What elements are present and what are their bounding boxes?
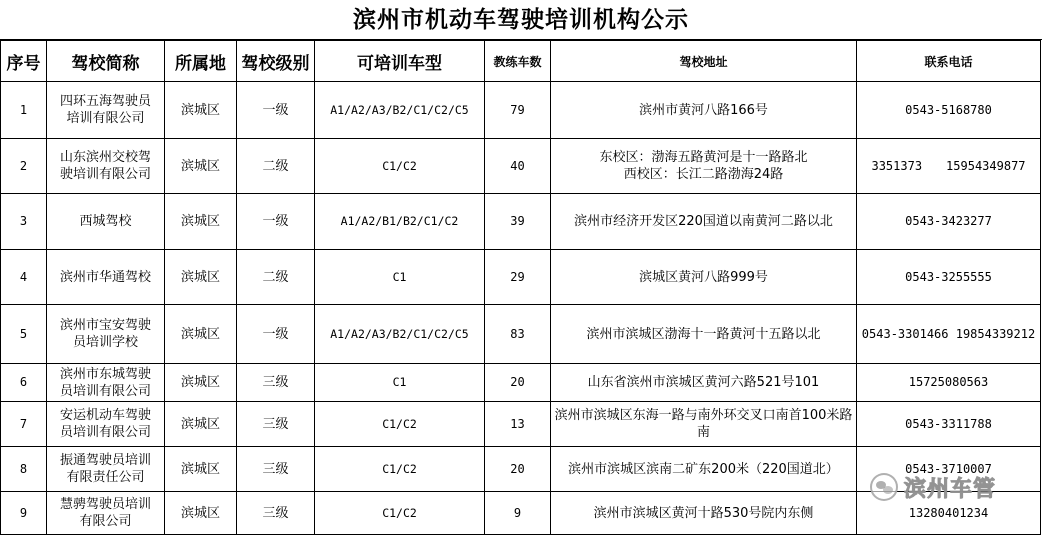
watermark-text: 滨州车管 xyxy=(904,476,997,502)
cell-no: 1 xyxy=(1,82,47,139)
cell-address xyxy=(551,250,857,305)
cell-address xyxy=(551,82,857,139)
header-area: 所属地 xyxy=(165,41,237,82)
cell-no: 2 xyxy=(1,139,47,194)
cell-level: 二级 xyxy=(237,139,315,194)
cell-no: 7 xyxy=(1,402,47,447)
table-row xyxy=(1,194,1041,250)
table-row xyxy=(1,364,1041,402)
cell-school-name: 滨州市东城驾驶员培训有限公司 xyxy=(47,364,165,402)
watermark xyxy=(870,470,1040,504)
cell-level: 一级 xyxy=(237,194,315,250)
cell-car-count: 9 xyxy=(485,492,551,535)
cell-address xyxy=(551,492,857,535)
cell-phone: 0543-3301466 19854339212 xyxy=(857,305,1041,364)
cell-vehicle-types: C1 xyxy=(315,364,485,402)
cell-area: 滨城区 xyxy=(165,139,237,194)
address-line: 山东省滨州市滨城区黄河六路521号101 xyxy=(587,375,820,390)
header-cars: 教练车数 xyxy=(485,41,551,82)
cell-school-name: 慧骋驾驶员培训有限公司 xyxy=(47,492,165,535)
cell-no: 3 xyxy=(1,194,47,250)
address-line: 东校区：渤海五路黄河是十一路路北 xyxy=(599,150,808,165)
address-line: 滨州市黄河八路166号 xyxy=(639,102,768,118)
cell-vehicle-types: C1/C2 xyxy=(315,402,485,447)
table-row xyxy=(1,82,1041,139)
cell-address xyxy=(551,364,857,402)
cell-car-count: 13 xyxy=(485,402,551,447)
header-level: 驾校级别 xyxy=(237,41,315,82)
address-line: 滨州市滨城区东海一路与南外环交叉口南首100米路南 xyxy=(554,408,853,440)
cell-area: 滨城区 xyxy=(165,250,237,305)
cell-address xyxy=(551,402,857,447)
page-title: 滨州市机动车驾驶培训机构公示 xyxy=(0,0,1042,40)
table-row xyxy=(1,402,1041,447)
cell-level: 三级 xyxy=(237,402,315,447)
header-address: 驾校地址 xyxy=(551,41,857,82)
cell-car-count: 20 xyxy=(485,364,551,402)
address-line: 滨州市滨城区滨南二矿东200米（220国道北） xyxy=(568,461,839,477)
cell-address xyxy=(551,447,857,492)
cell-phone: 0543-3710007 xyxy=(857,447,1041,492)
cell-car-count: 40 xyxy=(485,139,551,194)
cell-no: 6 xyxy=(1,364,47,402)
cell-school-name: 安运机动车驾驶员培训有限公司 xyxy=(47,402,165,447)
cell-level: 二级 xyxy=(237,250,315,305)
cell-level: 三级 xyxy=(237,364,315,402)
cell-vehicle-types: C1 xyxy=(315,250,485,305)
cell-vehicle-types: A1/A2/A3/B2/C1/C2/C5 xyxy=(315,82,485,139)
cell-car-count: 20 xyxy=(485,447,551,492)
cell-area: 滨城区 xyxy=(165,305,237,364)
cell-phone: 0543-3311788 xyxy=(857,402,1041,447)
wechat-icon xyxy=(870,473,898,501)
cell-vehicle-types: C1/C2 xyxy=(315,139,485,194)
cell-phone: 0543-3423277 xyxy=(857,194,1041,250)
header-name: 驾校简称 xyxy=(47,41,165,82)
cell-vehicle-types: A1/A2/A3/B2/C1/C2/C5 xyxy=(315,305,485,364)
cell-car-count: 29 xyxy=(485,250,551,305)
cell-car-count: 83 xyxy=(485,305,551,364)
cell-school-name: 四环五海驾驶员培训有限公司 xyxy=(47,82,165,139)
cell-phone: 0543-5168780 xyxy=(857,82,1041,139)
cell-no: 9 xyxy=(1,492,47,535)
cell-level: 一级 xyxy=(237,82,315,139)
header-types: 可培训车型 xyxy=(315,41,485,82)
cell-car-count: 39 xyxy=(485,194,551,250)
cell-area: 滨城区 xyxy=(165,82,237,139)
cell-vehicle-types: C1/C2 xyxy=(315,492,485,535)
cell-phone: 13280401234 xyxy=(857,492,1041,535)
header-no: 序号 xyxy=(1,41,47,82)
cell-phone: 3351373 15954349877 xyxy=(857,139,1041,194)
cell-level: 三级 xyxy=(237,492,315,535)
cell-address xyxy=(551,194,857,250)
table-row xyxy=(1,250,1041,305)
cell-area: 滨城区 xyxy=(165,364,237,402)
cell-address xyxy=(551,139,857,194)
table-row xyxy=(1,139,1041,194)
cell-level: 三级 xyxy=(237,447,315,492)
cell-school-name: 山东滨州交校驾驶培训有限公司 xyxy=(47,139,165,194)
table-row xyxy=(1,305,1041,364)
cell-area: 滨城区 xyxy=(165,402,237,447)
cell-area: 滨城区 xyxy=(165,492,237,535)
cell-phone: 15725080563 xyxy=(857,364,1041,402)
cell-address xyxy=(551,305,857,364)
cell-school-name: 滨州市宝安驾驶员培训学校 xyxy=(47,305,165,364)
address-line-2: 西校区：长江二路渤海24路 xyxy=(623,167,784,182)
cell-vehicle-types: C1/C2 xyxy=(315,447,485,492)
cell-school-name: 振通驾驶员培训有限责任公司 xyxy=(47,447,165,492)
cell-no: 4 xyxy=(1,250,47,305)
address-line: 滨城区黄河八路999号 xyxy=(639,269,768,285)
cell-vehicle-types: A1/A2/B1/B2/C1/C2 xyxy=(315,194,485,250)
cell-school-name: 滨州市华通驾校 xyxy=(47,250,165,305)
cell-no: 5 xyxy=(1,305,47,364)
driving-school-table xyxy=(0,40,1041,535)
cell-car-count: 79 xyxy=(485,82,551,139)
header-phone: 联系电话 xyxy=(857,41,1041,82)
address-line: 滨州市滨城区渤海十一路黄河十五路以北 xyxy=(586,326,821,342)
address-line: 滨州市经济开发区220国道以南黄河二路以北 xyxy=(574,214,833,229)
cell-area: 滨城区 xyxy=(165,447,237,492)
address-line: 滨州市滨城区黄河十路530号院内东侧 xyxy=(593,505,814,521)
cell-area: 滨城区 xyxy=(165,194,237,250)
cell-phone: 0543-3255555 xyxy=(857,250,1041,305)
cell-no: 8 xyxy=(1,447,47,492)
cell-level: 一级 xyxy=(237,305,315,364)
cell-school-name: 西城驾校 xyxy=(47,194,165,250)
table-header-row xyxy=(1,41,1041,82)
